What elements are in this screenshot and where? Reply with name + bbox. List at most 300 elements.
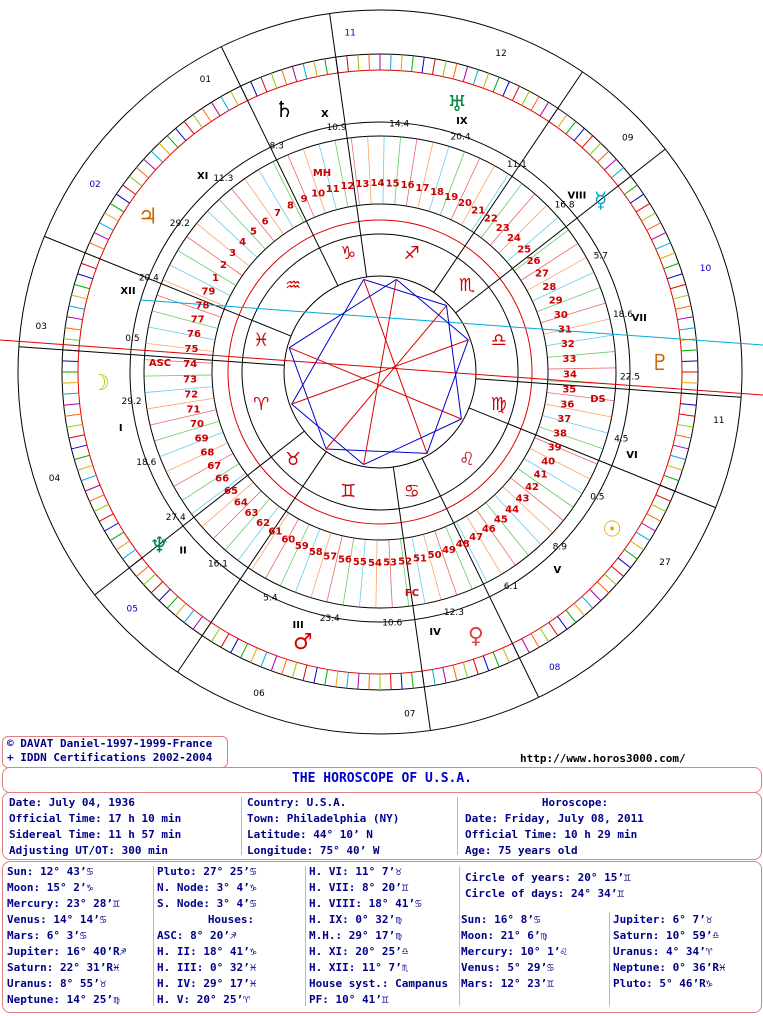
zodiac-tick: [314, 61, 317, 77]
aspect-line: [396, 279, 468, 339]
house-numeral: III: [292, 620, 304, 632]
zodiac-tick: [221, 97, 229, 111]
degree-number: 25: [517, 244, 532, 256]
natal-point: S. Node: 3° 4’♋: [157, 897, 257, 910]
degree-tick: [295, 529, 319, 592]
horoscope-date: Date: Friday, July 08, 2011: [465, 812, 644, 825]
zodiac-tick: [624, 185, 637, 194]
house-numeral: VI: [626, 449, 638, 461]
outer-number: 07: [404, 709, 416, 720]
zodiac-tick: [670, 284, 685, 288]
degree-tick: [395, 137, 401, 205]
zodiac-tick: [282, 659, 287, 674]
divider: [459, 866, 460, 1006]
zodiac-tick: [647, 223, 661, 231]
degree-tick: [389, 540, 393, 608]
degree-tick: [343, 538, 354, 605]
degree-number: 34: [563, 369, 577, 381]
planet-value: 11.3: [213, 174, 234, 185]
planet-value: 0.5: [590, 492, 605, 503]
zodiac-sign-icon: ♑: [340, 243, 357, 265]
transit-planet: Saturn: 10° 59’♎: [613, 929, 719, 942]
zodiac-tick: [624, 550, 637, 559]
zodiac-tick: [64, 339, 80, 341]
zodiac-tick: [597, 582, 609, 593]
transit-planet: Mercury: 10° 1’♌: [461, 945, 567, 958]
degree-number: 65: [224, 485, 238, 497]
zodiac-sign-icon: ♍: [490, 393, 507, 415]
country: Country: U.S.A.: [247, 796, 347, 809]
degree-number: 21: [471, 205, 486, 217]
degree-number: 14: [370, 178, 385, 190]
degree-number: 72: [184, 389, 199, 401]
circles: [465, 870, 631, 902]
zodiac-tick: [604, 574, 616, 585]
zodiac-tick: [401, 55, 402, 71]
zodiac-tick: [664, 263, 679, 268]
degree-number: 31: [557, 324, 572, 336]
planet-value: 5.7: [593, 251, 608, 262]
zodiac-tick: [630, 194, 643, 203]
zodiac-tick: [271, 73, 276, 88]
planet-value: 10.6: [382, 618, 403, 629]
zodiac-tick: [432, 669, 435, 685]
zodiac-tick: [231, 639, 239, 653]
degree-number: 63: [244, 508, 259, 520]
houses-list: [309, 864, 448, 1008]
zodiac-sign-icon: ♐: [403, 243, 420, 265]
zodiac-tick: [347, 672, 349, 688]
zodiac-tick: [261, 652, 267, 667]
zodiac-tick: [202, 108, 211, 121]
planet-icon: ♄: [274, 97, 295, 123]
degree-number: 15: [385, 178, 400, 190]
degree-number: 44: [505, 504, 520, 516]
zodiac-tick: [251, 81, 258, 96]
degree-number: 4: [239, 236, 247, 248]
zodiac-tick: [473, 70, 478, 85]
zodiac-tick: [78, 465, 93, 470]
planet-icon: ☽: [90, 370, 111, 396]
degree-number: 11: [325, 183, 340, 195]
zodiac-tick: [463, 66, 467, 81]
zodiac-tick: [681, 350, 697, 351]
zodiac-tick: [522, 639, 530, 653]
degree-tick: [148, 327, 215, 340]
degree-tick: [423, 534, 441, 600]
natal-planet: Mars: 6° 3’♋: [7, 929, 87, 942]
planet-value: 29.2: [169, 219, 190, 230]
circle-of-years: Circle of years: 20° 15’♊: [465, 871, 631, 884]
degree-tick: [548, 368, 616, 369]
outer-number: 04: [48, 473, 61, 484]
degree-tick: [376, 540, 377, 608]
zodiac-tick: [677, 424, 693, 427]
degree-number: 45: [493, 514, 508, 526]
zodiac-tick: [582, 136, 593, 148]
houses-heading: Houses:: [207, 913, 255, 926]
aspect-line: [364, 279, 397, 464]
latitude: Latitude: 44° 10’ N: [247, 828, 373, 841]
zodiac-tick: [682, 383, 698, 384]
house-cusp: H. II: 18° 41’♑: [157, 945, 257, 958]
degree-number: 51: [413, 553, 427, 565]
degree-number: 69: [194, 433, 209, 445]
degree-tick: [178, 250, 236, 285]
house-cusp: H. XII: 11° 7’♏: [309, 961, 409, 974]
outer-number: 09: [622, 133, 634, 144]
degree-number: 73: [183, 374, 198, 386]
degree-number: 32: [560, 339, 575, 351]
zodiac-tick: [167, 596, 178, 608]
degree-number: 20: [458, 198, 472, 210]
zodiac-tick: [314, 667, 317, 683]
degree-number: 64: [233, 497, 248, 509]
divider: [153, 866, 154, 1006]
zodiac-tick: [677, 317, 693, 320]
zodiac-tick: [89, 495, 104, 502]
planet-value: 20.4: [138, 273, 159, 284]
degree-tick: [154, 418, 219, 441]
degree-number: 35: [562, 384, 577, 396]
zodiac-sign-icon: ♌: [458, 448, 476, 470]
transit-planet: Sun: 16° 8’♋: [461, 913, 541, 926]
degree-number: 56: [337, 554, 352, 566]
planet-value: 4.5: [614, 434, 629, 445]
official-time: Official Time: 17 h 10 min: [9, 812, 182, 825]
house-numeral: II: [179, 545, 187, 557]
zodiac-tick: [443, 61, 446, 77]
town: Town: Philadelphia (NY): [247, 812, 400, 825]
degree-tick: [368, 136, 372, 204]
zodiac-tick: [99, 514, 113, 522]
planet-value: 5.4: [263, 593, 278, 604]
house-cusp: M.H.: 29° 17’♍: [309, 929, 402, 942]
degree-tick: [145, 387, 213, 393]
zodiac-tick: [67, 424, 83, 427]
birth-date: Date: July 04, 1936: [9, 796, 135, 809]
planet-value: 10.9: [326, 122, 347, 133]
zodiac-tick: [271, 656, 276, 671]
house-numeral: VIII: [567, 190, 587, 202]
degree-number: 47: [469, 531, 484, 543]
zodiac-tick: [642, 523, 656, 531]
angle-label: MH: [312, 168, 332, 179]
zodiac-tick: [81, 263, 96, 268]
degree-tick: [383, 136, 384, 204]
divider: [305, 866, 306, 1006]
zodiac-sign-icon: ♓: [253, 330, 270, 352]
transit-planet: Moon: 21° 6’♍: [461, 929, 548, 942]
outer-number: 06: [253, 688, 265, 699]
house-spoke: [456, 149, 666, 313]
degree-number: 10: [311, 188, 326, 200]
zodiac-tick: [105, 523, 119, 531]
zodiac-tick: [221, 634, 229, 648]
zodiac-tick: [144, 574, 156, 585]
degree-number: 48: [455, 539, 470, 551]
horoscope-age: Age: 75 years old: [465, 844, 578, 857]
aspect-line: [364, 419, 462, 465]
house-numeral: I: [118, 423, 123, 435]
house-cusp: H. VIII: 18° 41’♋: [309, 897, 422, 910]
transit-planet: Uranus: 4° 34’♈: [613, 945, 713, 958]
zodiac-tick: [667, 274, 682, 279]
zodiac-tick: [123, 185, 136, 194]
site-url[interactable]: http://www.horos3000.com/: [520, 752, 686, 765]
degree-number: 78: [195, 300, 210, 312]
degree-number: 19: [444, 191, 459, 203]
zodiac-tick: [347, 56, 349, 72]
natal-point: N. Node: 3° 4’♑: [157, 881, 257, 894]
degree-tick: [152, 311, 218, 329]
zodiac-tick: [99, 223, 113, 231]
degree-number: 50: [427, 549, 442, 561]
planet-icon: ♅: [447, 91, 468, 117]
degree-number: 39: [547, 442, 562, 454]
degree-number: 17: [415, 182, 430, 194]
degree-number: 68: [200, 447, 215, 459]
zodiac-tick: [503, 648, 510, 663]
house-numeral: XI: [196, 171, 209, 183]
zodiac-tick: [62, 383, 78, 384]
transit-planets-b: [613, 912, 726, 992]
zodiac-tick: [81, 475, 96, 480]
zodiac-sign-icon: ♎: [490, 330, 507, 352]
zodiac-tick: [483, 73, 488, 88]
zodiac-tick: [604, 159, 616, 170]
zodiac-tick: [85, 485, 100, 491]
outer-number: 12: [495, 49, 507, 60]
zodiac-tick: [193, 115, 202, 128]
degree-number: 76: [187, 329, 201, 341]
zodiac-tick: [493, 652, 499, 667]
planet-value: 29.2: [121, 396, 142, 407]
birth-info: [9, 795, 181, 859]
zodiac-tick: [241, 643, 248, 657]
info-panel: [2, 792, 762, 860]
natal-planet: Sun: 12° 43’♋: [7, 865, 94, 878]
degree-number: 43: [515, 493, 530, 505]
zodiac-tick: [136, 566, 148, 576]
zodiac-tick: [531, 634, 539, 648]
horoscope-info: [465, 795, 755, 859]
outer-number: 27: [659, 558, 671, 569]
horoscope-official-time: Official Time: 10 h 29 min: [465, 828, 638, 841]
degree-number: 75: [184, 344, 199, 356]
zodiac-sign-icon: ♒: [284, 275, 302, 297]
aspect-line: [289, 279, 396, 347]
planet-icon: ☿: [593, 188, 608, 214]
degree-number: 7: [273, 208, 281, 220]
zodiac-sign-icon: ♋: [403, 480, 420, 502]
planet-value: 0.5: [125, 334, 140, 345]
natal-planet: Mercury: 23° 28’♊: [7, 897, 120, 910]
zodiac-tick: [422, 57, 424, 73]
zodiac-tick: [432, 59, 435, 75]
outer-number: 03: [35, 322, 47, 333]
degree-tick: [144, 375, 212, 376]
zodiac-tick: [116, 194, 129, 203]
zodiac-tick: [453, 63, 457, 79]
zodiac-tick: [679, 414, 695, 416]
zodiac-tick: [358, 55, 359, 71]
zodiac-tick: [151, 151, 163, 162]
page-title: THE HOROSCOPE OF U.S.A.: [2, 767, 762, 793]
degree-number: 57: [323, 551, 338, 563]
outer-number: 02: [89, 179, 101, 190]
degree-number: 54: [368, 557, 382, 569]
zodiac-tick: [412, 672, 414, 688]
zodiac-tick: [184, 121, 194, 134]
degree-number: 28: [542, 281, 557, 293]
horoscope-heading: Horoscope:: [541, 796, 609, 809]
planet-value: 8.3: [269, 141, 284, 152]
zodiac-tick: [540, 102, 548, 116]
degree-tick: [308, 533, 331, 598]
zodiac-tick: [110, 203, 124, 211]
sidereal-time: Sidereal Time: 11 h 57 min: [9, 828, 182, 841]
zodiac-tick: [144, 159, 156, 170]
degree-number: 42: [525, 481, 540, 493]
planet-icon: ♂: [292, 630, 313, 656]
natal-planet: Jupiter: 16° 40’R♐: [7, 945, 127, 958]
zodiac-tick: [89, 243, 104, 250]
circle-of-days: Circle of days: 24° 34’♊: [465, 887, 624, 900]
zodiac-tick: [656, 495, 671, 502]
zodiac-tick: [369, 54, 370, 70]
zodiac-tick: [67, 317, 83, 320]
transit-planet: Mars: 12° 23’♊: [461, 977, 554, 990]
zodiac-tick: [282, 70, 287, 85]
copyright-line-2: + IDDN Certifications 2002-2004: [7, 751, 213, 764]
degree-number: 6: [261, 216, 269, 228]
planet-value: 18.6: [612, 310, 634, 321]
planet-value: 16.1: [207, 559, 228, 570]
zodiac-tick: [325, 669, 328, 685]
zodiac-tick: [412, 56, 414, 72]
zodiac-tick: [251, 648, 258, 663]
zodiac-tick: [664, 475, 679, 480]
degree-number: 38: [553, 428, 568, 440]
house-numeral: IV: [429, 627, 441, 639]
zodiac-tick: [453, 665, 457, 681]
house-cusp: H. XI: 20° 25’♎: [309, 945, 409, 958]
degree-number: 79: [201, 286, 216, 298]
degree-tick: [546, 335, 613, 346]
zodiac-tick: [292, 66, 296, 81]
degree-number: 59: [294, 541, 309, 553]
house-cusp: H. IX: 0° 32’♍: [309, 913, 402, 926]
house-spoke: [476, 379, 741, 398]
natal-point: Pluto: 27° 25’♋: [157, 865, 257, 878]
mc-axis: [140, 300, 763, 345]
planet-value: 6.1: [503, 581, 519, 592]
zodiac-tick: [303, 63, 307, 79]
zodiac-tick: [116, 541, 129, 550]
copyright-box: [2, 736, 228, 768]
degree-number: 33: [562, 354, 577, 366]
degree-tick: [327, 536, 342, 602]
degree-number: 5: [249, 226, 257, 238]
natal-planet: Saturn: 22° 31’R♓: [7, 961, 120, 974]
zodiac-tick: [369, 674, 370, 690]
house-cusp: H. V: 20° 25’♈: [157, 993, 250, 1006]
zodiac-tick: [69, 435, 85, 438]
outer-number: 11: [344, 28, 356, 39]
degree-tick: [545, 404, 612, 417]
zodiac-tick: [211, 102, 219, 116]
degree-tick: [406, 139, 417, 206]
zodiac-tick: [679, 328, 695, 330]
degree-tick: [157, 295, 221, 317]
outer-number: 08: [548, 663, 561, 674]
degree-number: 30: [553, 309, 568, 321]
zodiac-tick: [65, 414, 81, 416]
zodiac-tick: [443, 667, 446, 683]
house-numeral: IX: [456, 115, 468, 127]
house-numeral: VII: [631, 312, 647, 324]
degree-number: 61: [268, 526, 283, 538]
zodiac-tick: [540, 628, 548, 642]
zodiac-tick: [651, 504, 665, 511]
natal-planets: [7, 864, 126, 1008]
zodiac-tick: [303, 665, 307, 681]
zodiac-tick: [136, 168, 148, 178]
degree-number: 2: [220, 260, 228, 272]
degree-number: 26: [526, 256, 541, 268]
zodiac-tick: [261, 77, 267, 92]
house-cusp: ASC: 8° 20’♐: [157, 929, 237, 942]
zodiac-tick: [69, 306, 85, 309]
planet-icon: ♀: [467, 624, 484, 650]
aspect-line: [326, 306, 446, 449]
degree-tick: [150, 410, 216, 425]
zodiac-tick: [656, 243, 671, 250]
zodiac-sign-icon: ♏: [458, 275, 476, 297]
zodiac-tick: [473, 659, 478, 674]
degree-number: 22: [483, 213, 498, 225]
zodiac-tick: [151, 582, 163, 593]
degree-number: 66: [215, 473, 230, 485]
zodiac-tick: [636, 203, 650, 211]
zodiac-tick: [463, 662, 467, 677]
degree-number: 52: [398, 556, 413, 568]
zodiac-tick: [503, 81, 510, 96]
zodiac-tick: [667, 465, 682, 470]
zodiac-tick: [558, 616, 567, 629]
zodiac-tick: [159, 589, 170, 601]
zodiac-tick: [65, 328, 81, 330]
degree-number: 8: [287, 200, 294, 212]
degree-number: 12: [340, 180, 355, 192]
degree-number: 1: [211, 273, 219, 284]
zodiac-tick: [636, 532, 650, 540]
zodiac-tick: [558, 115, 567, 128]
degree-number: 13: [355, 178, 370, 190]
planet-value: 16.8: [554, 200, 575, 211]
outer-number: 05: [126, 604, 138, 615]
zodiac-tick: [675, 306, 691, 309]
zodiac-tick: [566, 121, 576, 134]
outer-number: 01: [199, 74, 212, 85]
points-and-houses: [157, 864, 305, 1008]
zodiac-sign-icon: ♉: [284, 448, 302, 470]
zodiac-tick: [74, 455, 89, 459]
outer-number: 10: [699, 264, 712, 275]
divider: [609, 912, 610, 1006]
adjusting-ut: Adjusting UT/OT: 300 min: [9, 844, 168, 857]
